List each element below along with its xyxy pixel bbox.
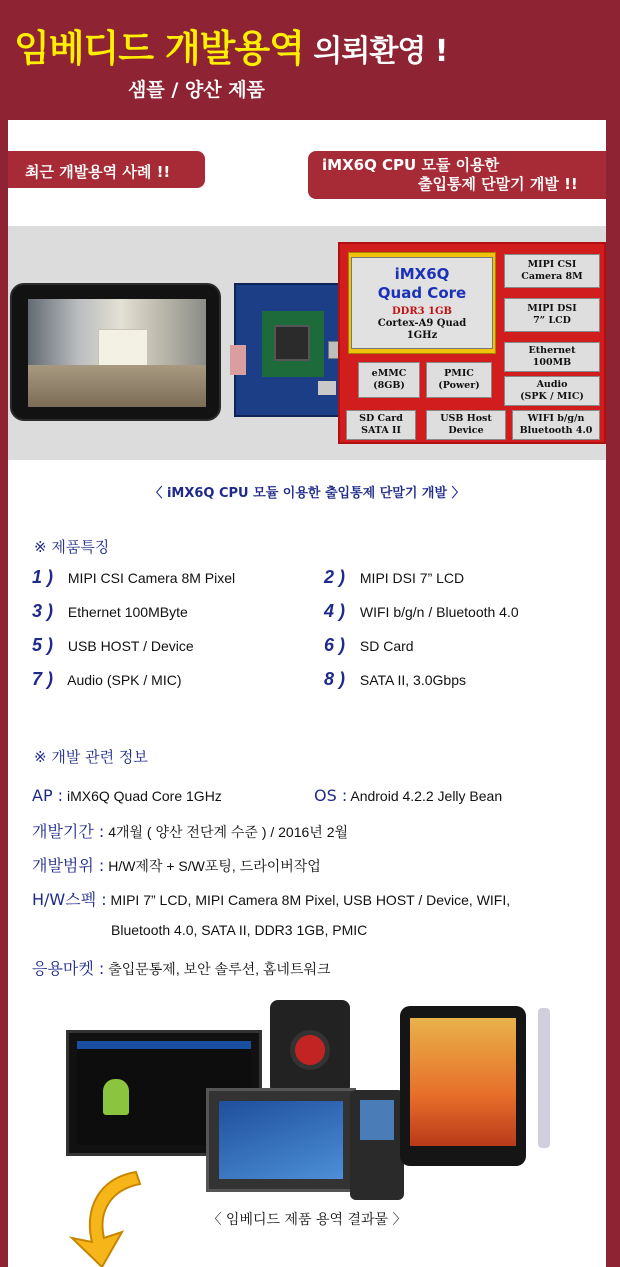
hw-spec-value: MIPI 7” LCD, MIPI Camera 8M Pixel, USB HOST / Device, WIFI, (110, 892, 511, 908)
feature-text: MIPI DSI 7” LCD (359, 570, 465, 586)
board-connector-bottom (318, 381, 336, 395)
dev-info-heading: ※ 개발 관련 정보 (34, 748, 148, 766)
pmic-block (426, 362, 492, 398)
market-value: 출입문통제, 보안 솔루션, 홈네트워크 (108, 961, 331, 977)
feature-item (324, 601, 519, 622)
project-title-line2: 출입통제 단말기 개발 !! (418, 175, 578, 193)
cpu-chip (274, 325, 310, 361)
emmc-label: eMMC (371, 368, 407, 379)
feature-text: WIFI b/g/n / Bluetooth 4.0 (359, 604, 519, 620)
camera-device-photo (270, 1000, 350, 1094)
feature-item (324, 635, 414, 656)
features-heading: ※ 제품특징 (34, 538, 110, 556)
feature-number: 3 ) (32, 601, 54, 621)
hallway-screen-image (28, 299, 206, 407)
feature-number: 8 ) (324, 669, 346, 689)
feature-number: 1 ) (32, 567, 54, 587)
feature-number: 5 ) (32, 635, 54, 655)
os-value: Android 4.2.2 Jelly Bean (350, 788, 503, 804)
access-terminal-photo (350, 1090, 404, 1200)
os-row (314, 786, 502, 805)
feature-text: Audio (SPK / MIC) (67, 672, 182, 688)
result-caption: 〈 임베디드 제품 용역 결과물 〉 (207, 1212, 407, 1228)
ethernet-detail: 100MB (532, 357, 572, 368)
pmic-label: PMIC (444, 368, 474, 379)
sata-label: SATA II (361, 425, 401, 436)
ap-label: AP : (32, 786, 64, 805)
audio-detail: (SPK / MIC) (520, 391, 584, 402)
usb-detail: Device (448, 425, 484, 436)
usb-block (426, 410, 506, 440)
project-caption: 〈 iMX6Q CPU 모듈 이용한 출입통제 단말기 개발 〉 (149, 486, 465, 501)
pmic-detail: (Power) (438, 380, 480, 391)
mipi-dsi-detail: 7” LCD (533, 315, 571, 326)
period-label: 개발기간 : (32, 822, 105, 841)
spec-block-diagram (338, 242, 606, 444)
feature-number: 4 ) (324, 601, 346, 621)
mipi-csi-detail: Camera 8M (521, 271, 583, 282)
page-title (14, 18, 447, 72)
cpu-name: iMX6Q (394, 264, 450, 283)
feature-text: MIPI CSI Camera 8M Pixel (67, 570, 236, 586)
hw-spec-label: H/W스펙 : (32, 890, 107, 909)
cpu-ddr: DDR3 1GB (391, 305, 453, 317)
market-row (32, 956, 331, 979)
tablet-photo (10, 283, 221, 421)
ethernet-label: Ethernet (528, 345, 576, 356)
feature-text: SD Card (359, 638, 414, 654)
feature-item (32, 601, 188, 622)
feature-text: USB HOST / Device (67, 638, 194, 654)
camera-lens-icon (290, 1030, 330, 1070)
board-connector-left (230, 345, 246, 375)
page-subtitle: 샘플 / 양산 제품 (128, 79, 265, 101)
cpu-clock: 1GHz (406, 329, 438, 341)
feature-item (32, 669, 182, 690)
tablet-screen (410, 1018, 516, 1146)
tablet-side-view-photo (538, 1008, 550, 1148)
hw-spec-value-2: Bluetooth 4.0, SATA II, DDR3 1GB, PMIC (111, 922, 368, 938)
cpu-cortex: Cortex-A9 Quad (377, 317, 467, 329)
down-arrow-icon (58, 1170, 148, 1267)
scope-label: 개발범위 : (32, 856, 105, 875)
project-title-line1: iMX6Q CPU 모듈 이용한 (322, 156, 500, 174)
market-label: 응용마켓 : (32, 959, 105, 978)
period-row (32, 819, 348, 842)
ap-value: iMX6Q Quad Core 1GHz (66, 788, 222, 804)
terminal-screen (360, 1100, 394, 1140)
scope-value: H/W제작 + S/W포팅, 드라이버작업 (108, 858, 321, 874)
mipi-csi-label: MIPI CSI (527, 259, 577, 270)
ethernet-block (504, 342, 600, 372)
project-title-badge (308, 151, 606, 199)
content-panel (8, 120, 606, 1267)
usb-label: USB Host (440, 413, 492, 424)
title-highlight: 임베디드 개발용역 (14, 27, 304, 70)
bluetooth-label: Bluetooth 4.0 (519, 425, 593, 436)
cpu-main-inner (351, 257, 493, 349)
product-photo-band (8, 226, 606, 460)
feature-number: 6 ) (324, 635, 346, 655)
feature-number: 2 ) (324, 567, 346, 587)
audio-block (504, 376, 600, 406)
emmc-size: (8GB) (373, 380, 405, 391)
recent-cases-badge: 최근 개발용역 사례 !! (8, 151, 205, 188)
hallway-floor (28, 365, 206, 407)
title-rest: 의뢰환영 ! (313, 34, 448, 69)
android-robot-icon (103, 1079, 129, 1115)
sd-card-label: SD Card (359, 413, 403, 424)
feature-item (324, 669, 466, 690)
android-tablet-photo (400, 1006, 526, 1166)
feature-item (32, 567, 235, 588)
feature-item (324, 567, 464, 588)
cpu-main-block (348, 252, 496, 354)
feature-text: Ethernet 100MByte (67, 604, 188, 620)
os-label: OS : (314, 786, 348, 805)
wifi-block (512, 410, 600, 440)
ap-row (32, 786, 222, 805)
scope-row (32, 853, 321, 876)
sd-card-block (346, 410, 416, 440)
mipi-dsi-label: MIPI DSI (527, 303, 577, 314)
wifi-label: WIFI b/g/n (527, 413, 585, 424)
audio-label: Audio (536, 379, 568, 390)
emmc-block (358, 362, 420, 398)
feature-text: SATA II, 3.0Gbps (359, 672, 466, 688)
feature-number: 7 ) (32, 669, 54, 689)
feature-item (32, 635, 194, 656)
mipi-dsi-block (504, 298, 600, 332)
mipi-csi-block (504, 254, 600, 288)
monitor-device-photo (206, 1088, 356, 1192)
cpu-core: Quad Core (377, 283, 467, 302)
hw-spec-row (32, 887, 510, 910)
hw-spec-row-2 (111, 922, 367, 938)
period-value: 4개월 ( 양산 전단계 수준 ) / 2016년 2월 (108, 824, 349, 840)
monitor-screen (219, 1101, 343, 1179)
cpu-board-photo (234, 283, 346, 417)
